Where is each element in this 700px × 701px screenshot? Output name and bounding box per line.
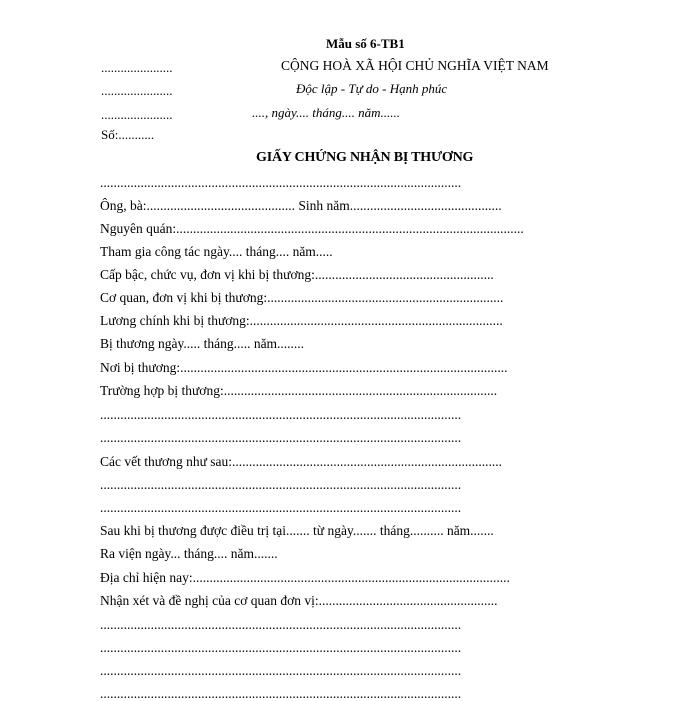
country-name: CỘNG HOÀ XÃ HỘI CHỦ NGHĨA VIỆT NAM [281, 58, 549, 73]
wounds-line: Các vết thương như sau:................................................................................ [100, 454, 503, 469]
agency-line-2: ...................... [101, 83, 173, 98]
agency-comments-line: Nhận xét và đề nghị của cơ quan đơn vị:..................................................... [100, 593, 498, 608]
form-line: ........................................................................................................... [100, 477, 462, 492]
form-line: ........................................................................................................... [100, 663, 462, 678]
form-line: ........................................................................................................... [100, 407, 462, 422]
service-start-line: Tham gia công tác ngày.... tháng.... năm..... [100, 244, 333, 259]
injury-circumstance-line: Trường hợp bị thương:................................................................................. [100, 383, 498, 398]
motto: Độc lập - Tự do - Hạnh phúc [296, 81, 448, 96]
form-line: ........................................................................................................... [100, 500, 462, 515]
name-birth-year-line: Ông, bà:............................................ Sinh năm............................................. [100, 198, 502, 213]
hometown-line: Nguyên quán:....................................................................................................... [100, 221, 524, 236]
document-number: Số:........... [101, 127, 155, 142]
form-line: ........................................................................................................... [100, 430, 462, 445]
date-line: ...., ngày.... tháng.... năm...... [252, 105, 401, 120]
form-number: Mẫu số 6-TB1 [326, 36, 405, 51]
rank-position-line: Cấp bậc, chức vụ, đơn vị khi bị thương:..................................................... [100, 267, 494, 282]
document-title: GIẤY CHỨNG NHẬN BỊ THƯƠNG [256, 150, 474, 165]
injury-date-line: Bị thương ngày..... tháng..... năm........ [100, 336, 305, 351]
discharge-date-line: Ra viện ngày... tháng.... năm....... [100, 546, 278, 561]
form-line: ........................................................................................................... [100, 617, 462, 632]
form-line: ........................................................................................................... [100, 640, 462, 655]
unit-line: Cơ quan, đơn vị khi bị thương:...................................................................... [100, 290, 504, 305]
form-line: ........................................................................................................... [100, 175, 462, 190]
agency-line-1: ...................... [101, 60, 173, 75]
treatment-line: Sau khi bị thương được điều trị tại....... từ ngày....... tháng.......... năm....... [100, 523, 494, 538]
form-line: ........................................................................................................... [100, 686, 462, 701]
injury-place-line: Nơi bị thương:................................................................................................. [100, 360, 508, 375]
salary-line: Lương chính khi bị thương:........................................................................... [100, 313, 503, 328]
agency-line-3: ...................... [101, 107, 173, 122]
current-address-line: Địa chỉ hiện nay:.............................................................................................. [100, 570, 510, 585]
